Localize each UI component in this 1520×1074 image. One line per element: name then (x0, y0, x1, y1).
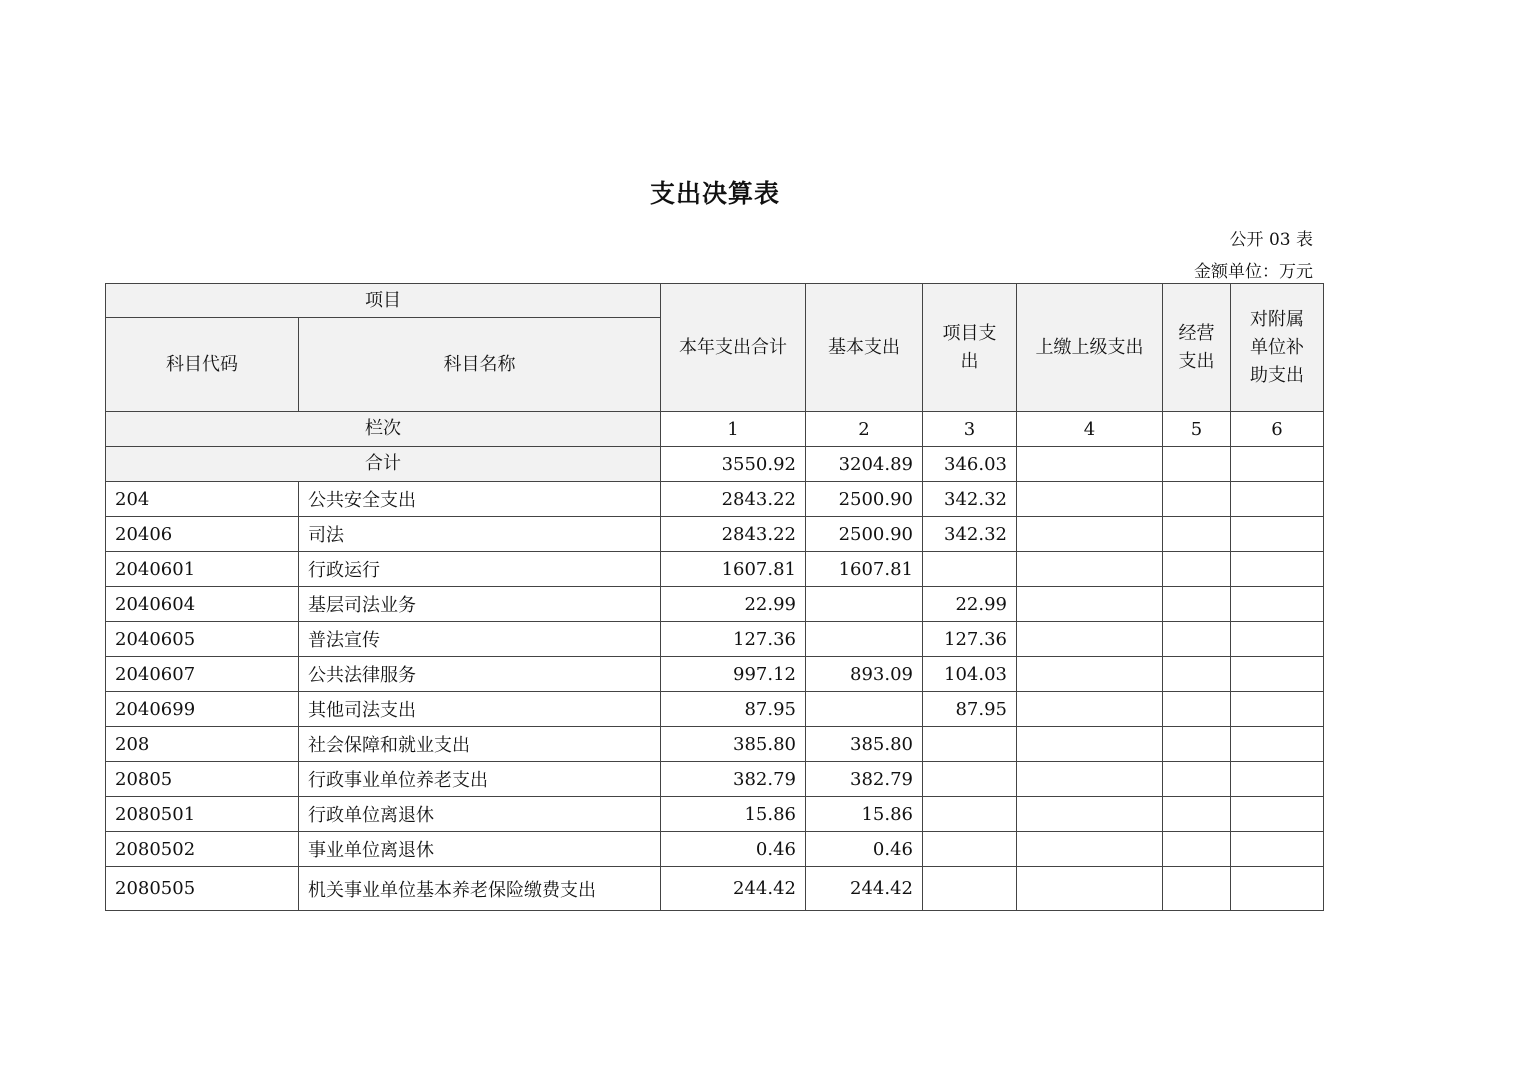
amount-cell (923, 762, 1017, 797)
header-row-project (106, 284, 1324, 318)
amount-cell (1017, 867, 1163, 911)
amount-cell: 342.32 (923, 482, 1017, 517)
lanci-row (106, 412, 1324, 447)
subject-name: 社会保障和就业支出 (299, 727, 661, 762)
amount-cell (1163, 867, 1231, 911)
header-col-6: 对附属 单位补 助支出 (1231, 284, 1324, 412)
amount-cell: 2843.22 (661, 517, 806, 552)
subject-name: 行政运行 (299, 552, 661, 587)
amount-cell (1017, 482, 1163, 517)
subject-code: 20406 (106, 517, 299, 552)
total-value: 346.03 (923, 447, 1017, 482)
total-value (1231, 447, 1324, 482)
subject-code: 2040601 (106, 552, 299, 587)
lanci-label: 栏次 (106, 412, 661, 447)
amount-cell: 15.86 (661, 797, 806, 832)
amount-cell: 244.42 (806, 867, 923, 911)
amount-cell: 2500.90 (806, 482, 923, 517)
header-col-4: 上缴上级支出 (1017, 284, 1163, 412)
amount-cell (923, 552, 1017, 587)
table-body (106, 284, 1324, 911)
amount-cell (1163, 727, 1231, 762)
amount-cell (1231, 622, 1324, 657)
header-name: 科目名称 (299, 318, 661, 412)
amount-cell (1231, 692, 1324, 727)
table-row (106, 867, 1324, 911)
table-row (106, 517, 1324, 552)
amount-cell: 342.32 (923, 517, 1017, 552)
amount-cell (1163, 692, 1231, 727)
amount-cell (1231, 762, 1324, 797)
amount-cell (1163, 797, 1231, 832)
lanci-number: 2 (806, 412, 923, 447)
lanci-number: 1 (661, 412, 806, 447)
header-code: 科目代码 (106, 318, 299, 412)
amount-cell (1163, 762, 1231, 797)
total-label: 合计 (106, 447, 661, 482)
total-value: 3204.89 (806, 447, 923, 482)
subject-code: 2040604 (106, 587, 299, 622)
amount-cell: 2843.22 (661, 482, 806, 517)
amount-unit: 金额单位：万元 (1194, 262, 1313, 282)
amount-cell (1231, 832, 1324, 867)
amount-cell: 997.12 (661, 657, 806, 692)
amount-cell: 22.99 (923, 587, 1017, 622)
amount-cell: 87.95 (923, 692, 1017, 727)
amount-cell (1231, 587, 1324, 622)
subject-code: 2040607 (106, 657, 299, 692)
total-value (1163, 447, 1231, 482)
amount-cell (1017, 552, 1163, 587)
header-col-3: 项目支 出 (923, 284, 1017, 412)
amount-cell: 0.46 (661, 832, 806, 867)
header-col-5: 经营 支出 (1163, 284, 1231, 412)
amount-cell (1163, 832, 1231, 867)
table-row (106, 482, 1324, 517)
amount-cell: 2500.90 (806, 517, 923, 552)
amount-cell (1231, 517, 1324, 552)
amount-cell (1017, 657, 1163, 692)
amount-cell: 15.86 (806, 797, 923, 832)
amount-cell (1163, 552, 1231, 587)
amount-cell (806, 622, 923, 657)
amount-cell: 385.80 (661, 727, 806, 762)
table-row (106, 762, 1324, 797)
amount-cell (1163, 587, 1231, 622)
amount-cell (1017, 622, 1163, 657)
subject-name: 公共法律服务 (299, 657, 661, 692)
table-row (106, 727, 1324, 762)
subject-code: 20805 (106, 762, 299, 797)
amount-cell (1163, 517, 1231, 552)
table-row (106, 692, 1324, 727)
subject-name: 事业单位离退休 (299, 832, 661, 867)
table-row (106, 797, 1324, 832)
header-project: 项目 (106, 284, 661, 318)
amount-cell (1231, 867, 1324, 911)
amount-cell: 893.09 (806, 657, 923, 692)
subject-code: 2080502 (106, 832, 299, 867)
subject-code: 2040699 (106, 692, 299, 727)
amount-cell (1163, 622, 1231, 657)
amount-cell (806, 587, 923, 622)
amount-cell: 127.36 (661, 622, 806, 657)
amount-cell: 127.36 (923, 622, 1017, 657)
table-row (106, 587, 1324, 622)
table-row (106, 657, 1324, 692)
amount-cell (1231, 552, 1324, 587)
amount-cell (1017, 692, 1163, 727)
header-col-1: 本年支出合计 (661, 284, 806, 412)
subject-name: 行政事业单位养老支出 (299, 762, 661, 797)
total-row (106, 447, 1324, 482)
amount-cell (923, 727, 1017, 762)
amount-cell (1231, 727, 1324, 762)
table-row (106, 552, 1324, 587)
amount-cell (1231, 482, 1324, 517)
amount-cell (923, 832, 1017, 867)
table-row (106, 832, 1324, 867)
amount-cell: 382.79 (661, 762, 806, 797)
amount-cell (1017, 517, 1163, 552)
amount-cell: 1607.81 (806, 552, 923, 587)
amount-cell: 0.46 (806, 832, 923, 867)
subject-name: 其他司法支出 (299, 692, 661, 727)
form-number: 公开 03 表 (1229, 230, 1313, 250)
amount-cell: 244.42 (661, 867, 806, 911)
amount-cell (1163, 657, 1231, 692)
table-row (106, 622, 1324, 657)
expenditure-table (105, 283, 1324, 911)
amount-cell: 87.95 (661, 692, 806, 727)
lanci-number: 5 (1163, 412, 1231, 447)
subject-code: 208 (106, 727, 299, 762)
amount-cell (1017, 762, 1163, 797)
amount-cell (1017, 587, 1163, 622)
amount-cell (1231, 657, 1324, 692)
total-value (1017, 447, 1163, 482)
lanci-number: 6 (1231, 412, 1324, 447)
page-title: 支出决算表 (649, 179, 780, 208)
subject-name: 机关事业单位基本养老保险缴费支出 (299, 867, 661, 911)
subject-name: 司法 (299, 517, 661, 552)
amount-cell: 385.80 (806, 727, 923, 762)
subject-code: 2080505 (106, 867, 299, 911)
amount-cell (1017, 832, 1163, 867)
amount-cell (1163, 482, 1231, 517)
amount-cell: 22.99 (661, 587, 806, 622)
amount-cell (1017, 727, 1163, 762)
subject-code: 2040605 (106, 622, 299, 657)
lanci-number: 4 (1017, 412, 1163, 447)
amount-cell (923, 797, 1017, 832)
amount-cell: 382.79 (806, 762, 923, 797)
total-value: 3550.92 (661, 447, 806, 482)
subject-name: 公共安全支出 (299, 482, 661, 517)
subject-name: 基层司法业务 (299, 587, 661, 622)
amount-cell: 104.03 (923, 657, 1017, 692)
header-col-2: 基本支出 (806, 284, 923, 412)
amount-cell (1231, 797, 1324, 832)
amount-cell (1017, 797, 1163, 832)
subject-code: 204 (106, 482, 299, 517)
amount-cell: 1607.81 (661, 552, 806, 587)
subject-code: 2080501 (106, 797, 299, 832)
lanci-number: 3 (923, 412, 1017, 447)
subject-name: 行政单位离退休 (299, 797, 661, 832)
amount-cell (806, 692, 923, 727)
amount-cell (923, 867, 1017, 911)
subject-name: 普法宣传 (299, 622, 661, 657)
